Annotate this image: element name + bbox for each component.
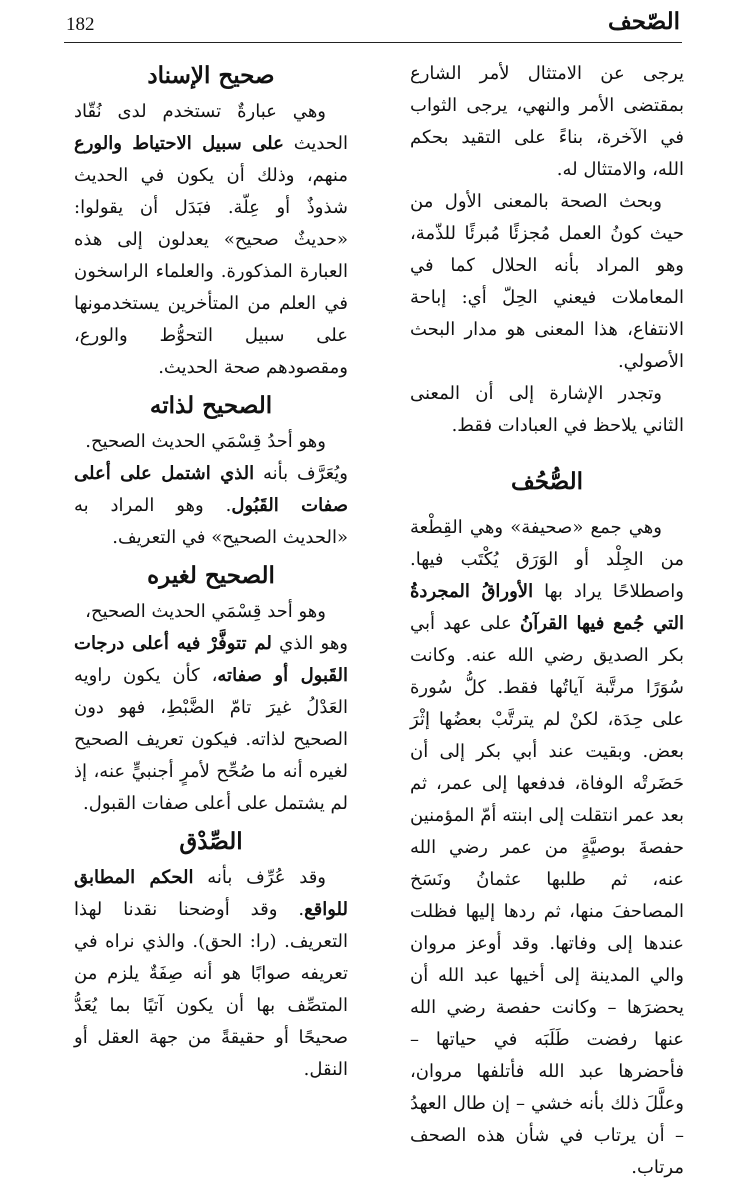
section-heading: الصحيح لذاته — [149, 392, 273, 419]
entry-text — [74, 862, 348, 1086]
entry-text — [410, 512, 684, 1184]
entry-text — [74, 458, 348, 554]
text-run: وهي جمع «صحيفة» وهي القِطْعة من الجِلْد أو الوَرَق يُكْتَب فيها. واصطلاحًا يراد بها — [410, 517, 684, 602]
text-run: وهي عبارةٌ تستخدم لدى نُقّاد الحديث — [74, 101, 348, 154]
text-run: ويُعَرَّف بأنه — [254, 463, 349, 484]
bold-definition: لم تتوفَّرْ فيه أعلى درجات القَبول أو صفاته — [74, 633, 348, 686]
text-run: على عهد أبي بكر الصديق رضي الله عنه. وكانت سُوَرًا مرتَّبة آياتُها فقط. كلُّ سُورة على حِدَة، لكنْ لم يترتَّبْ بعضُها إثْرَ بعض. وبقيت عند أبي بكر إلى أن حَضَرتْه الوفاة، فدفعها إلى عمر، ثم بعد عمر انتقلت إلى ابنته أمّ المؤمنين حفصةَ بوصيَّةٍ من عمر رضي الله عنه، ثم طلبها عثمانُ ونَسَخ المصاحفَ منها، ثم ردها إليها فظلت عندها إلى وفاتها. وقد أوعز مروان والي المدينة إلى أخيها عبد الله أن يحضرَها – وكانت حفصة رضي الله عنها رفضت طَلَبَه في حياتها – فأحضرها عبد الله فأتلفها مروان، وعلَّلَ ذلك بأنه خشي – إن طال العهدُ – أن يرتاب في شأن هذه الصحف مرتاب. — [410, 613, 684, 1178]
right-column — [410, 58, 684, 1184]
text-run: وهو الذي — [271, 633, 349, 654]
text-run: . وهو المراد به «الحديث الصحيح» في التعريف. — [74, 495, 348, 548]
section-heading: الصِّدْق — [179, 828, 243, 855]
entry-text — [74, 96, 348, 384]
section-heading: الصُّحُف — [511, 468, 583, 495]
paragraph: يرجى عن الامتثال لأمر الشارع بمقتضى الأمر والنهي، يرجى الثواب في الآخرة، بناءً على التقيد بحكم الله، والامتثال له. — [410, 63, 684, 180]
text-run: منهم، وذلك أن يكون في الحديث شذوذٌ أو عِلّة. فبَدَل أن يقولوا: «حديثٌ صحيح» يعدلون إلى هذه العبارة المذكورة. والعلماء الراسخون في العلم من المتأخرين يستخدمونها على سبيل التحوُّط والورع، ومقصودهم صحة الحديث. — [74, 165, 348, 378]
bold-definition: الحكم المطابق للواقع — [74, 867, 348, 920]
text-run: وقد عُرِّف بأنه — [193, 867, 326, 888]
text-run: . وقد أوضحنا نقدنا لهذا التعريف. (را: الحق). والذي نراه في تعريفه صوابًا هو أنه صِفَةٌ يلزم من المتصِّف بها أن يكون آتيًا بما يُعَدُّ صحيحًا أو حقيقةً من جهة العقل أو النقل. — [74, 899, 348, 1080]
section-heading: صحيح الإسناد — [147, 62, 275, 89]
running-header — [64, 6, 682, 43]
entry-text — [74, 628, 348, 820]
left-column — [74, 58, 348, 1086]
text-run: ، كأن يكون راويه العَدْلُ غيرَ تامّ الضَّبْطِ، فهو دون الصحيح لذاته. فيكون تعريف الصحيح لغيره أنه ما صُحِّح لأمرٍ أجنبيٍّ عنه، إذ لم يشتمل على أعلى صفات القبول. — [74, 665, 348, 814]
bold-definition: الذي اشتمل على أعلى صفات القَبُول — [74, 463, 348, 516]
bold-definition: الأوراقُ المجردةُ التي جُمع فيها القرآنُ — [410, 581, 684, 634]
paragraph: وهو أحد قِسْمَي الحديث الصحيح، — [85, 601, 326, 622]
paragraph: وهو أحدُ قِسْمَي الحديث الصحيح. — [85, 431, 326, 452]
paragraph: وبحث الصحة بالمعنى الأول من حيث كونُ العمل مُجزئًا مُبرئًا للذّمة، وهو المراد بأنه الحلال كما في المعاملات فيعني الحِلّ أي: إباحة الانتفاع، هذا المعنى هو مدار البحث الأصولي. — [410, 191, 684, 372]
bold-definition: على سبيل الاحتياط والورع — [74, 133, 284, 154]
running-title: الصّحف — [608, 8, 680, 35]
section-heading: الصحيح لغيره — [147, 562, 275, 589]
paragraph: وتجدر الإشارة إلى أن المعنى الثاني يلاحظ في العبادات فقط. — [410, 383, 684, 436]
page-number: 182 — [66, 14, 95, 35]
